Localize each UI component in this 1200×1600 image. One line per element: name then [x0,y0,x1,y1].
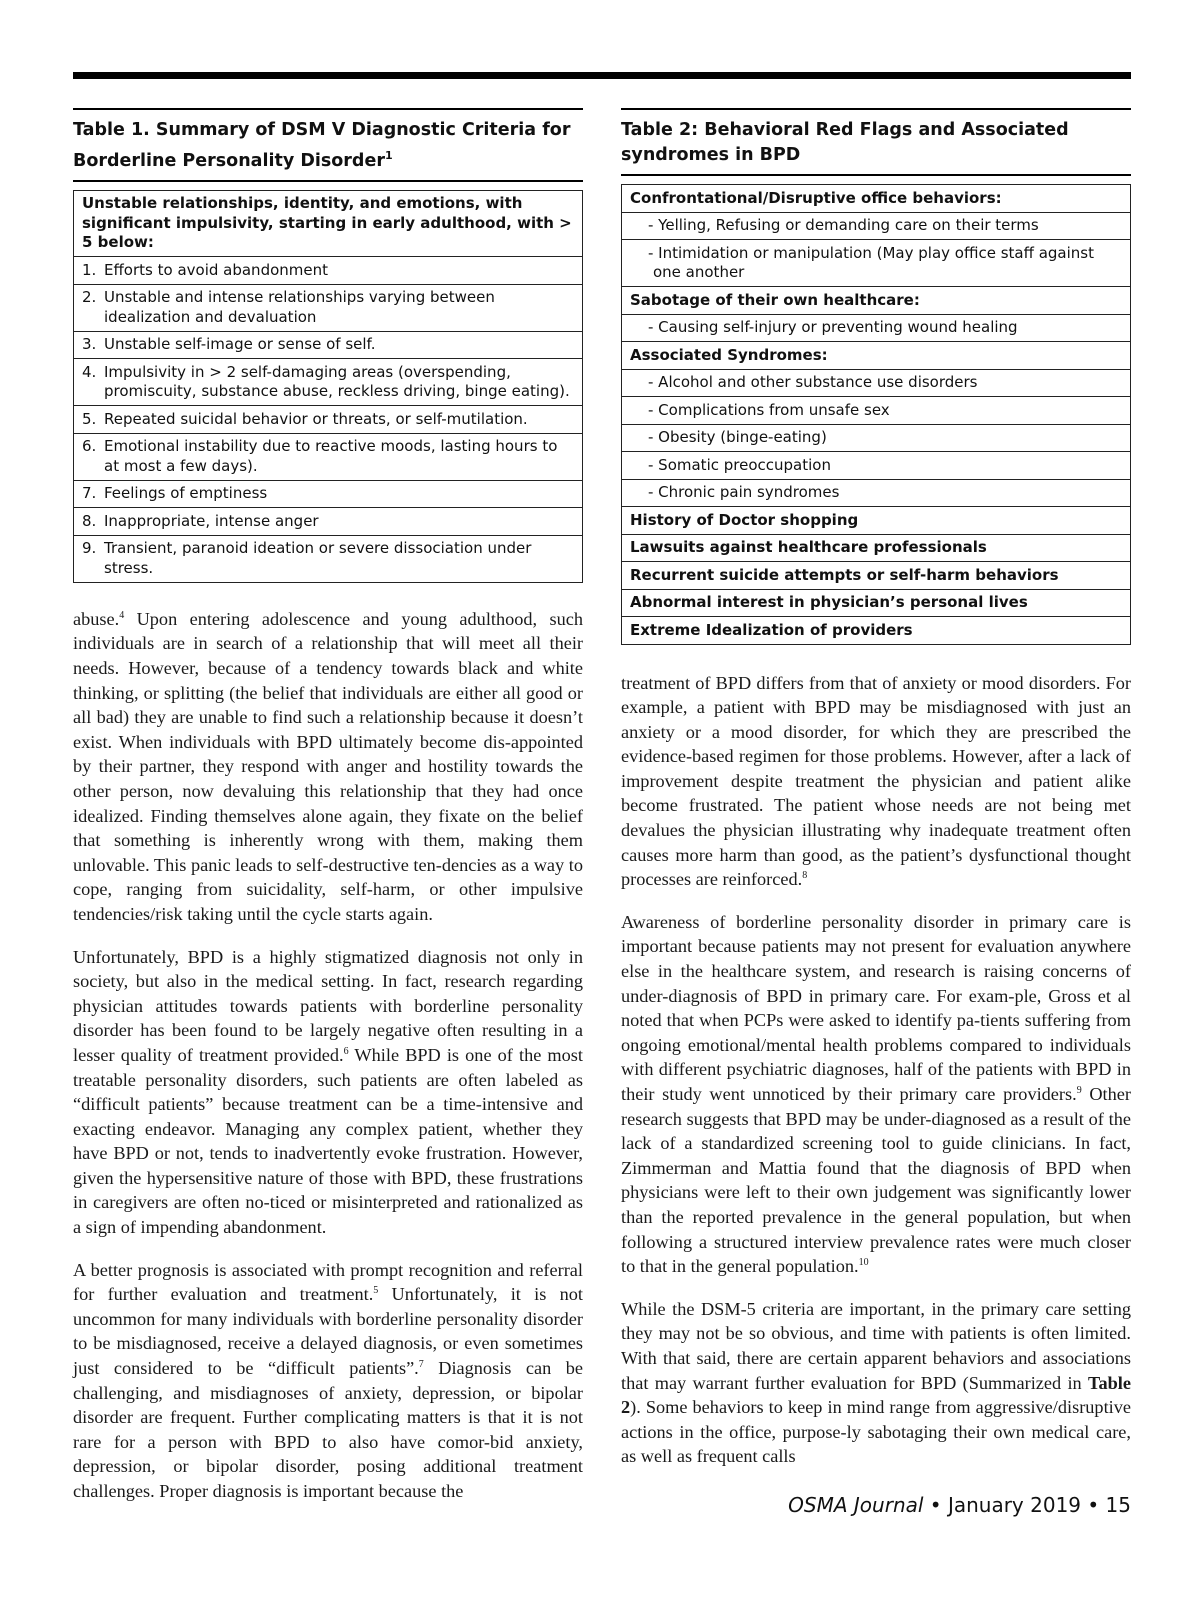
table2 [621,184,1131,645]
table2-category-row: Abnormal interest in physician’s personal lives [622,589,1130,617]
table2-category-row: Confrontational/Disruptive office behaviors: [630,188,1002,207]
table1-row-text: Efforts to avoid abandonment [104,260,328,279]
table2-category-row: Recurrent suicide attempts or self-harm behaviors [622,561,1130,589]
table2-category-row: History of Doctor shopping [622,506,1130,534]
table1-row-number: 3. [82,335,97,354]
left-paragraph-1: abuse.$^4$ Upon entering adolescence and young adulthood, such individuals are in search of a relationship that will meet all their needs. However, because of a tendency towards black and white thinking, or splitting (the belief that individuals are either all good or all bad) they are unable to find such a relationship because it doesn’t exist. When individuals with BPD ultimately become dis-appointed by their partner, they respond with anger and hostility towards the other person, now devaluing this relationship that they had once idealized. Finding themselves alone again, they fixate on the belief that something is inherently wrong with them, making them unlovable. This panic leads to self-destructive ten-dencies as a way to cope, ranging from suicidality, self-harm, or other impulsive tendencies/risk taking until the cycle starts again. [73,608,583,924]
right-paragraph-1: treatment of BPD differs from that of anxiety or mood disorders. For example, a patient with BPD may be misdiagnosed with just an anxiety or a mood disorder, for which they are prescribed the evidence-based regimen for those problems. However, after a lack of improvement despite treatment the physician and patient alike become frustrated. The patient whose needs are not being met devalues the physician illustrating why inadequate treatment often causes more harm than good, as the patient’s dysfunctional thought processes are reinforced.$^8$ [621,672,1131,890]
right-paragraph-3: While the DSM-5 criteria are important, in the primary care setting they may not be so obvious, and time with patients is often limited. With that said, there are certain apparent behaviors and associations that may warrant further evaluation for BPD (Summarized in Table 2). Some behaviors to keep in mind range from aggressive/disruptive actions in the office, purpose-ly sabotaging their own medical care, as well as frequent calls [621,1298,1131,1467]
table2-item-row: - Obesity (binge-eating) [622,424,1130,452]
right-column [621,108,1131,1469]
table2-item-row: - Yelling, Refusing or demanding care on their terms [622,212,1130,240]
table1-row-text: Repeated suicidal behavior or threats, or self-mutilation. [104,409,528,428]
table1-row-text: Unstable self-image or sense of self. [104,335,376,354]
table1-row-text: Feelings of emptiness [104,484,268,503]
table1-row [74,405,582,433]
table1-row [74,535,582,582]
table1-header: Unstable relationships, identity, and emotions, with significant impulsivity, starting in early adulthood, with > 5 below: [82,194,572,252]
table1-row-text: Emotional instability due to reactive moods, lasting hours to at most a few days). [104,437,558,475]
table2-item-row: - Alcohol and other substance use disorders [622,369,1130,397]
table2-category-row: Extreme Idealization of providers [622,616,1130,644]
table1-row-number: 9. [82,539,97,558]
table1-row [74,256,582,284]
table2-item-row: - Intimidation or manipulation (May play office staff against one another [622,239,1130,286]
table2-item-row: - Chronic pain syndromes [622,479,1130,507]
left-paragraph-3: A better prognosis is associated with prompt recognition and referral for further evaluation and treatment.$^5$ Unfortunately, it is not uncommon for many individuals with borderline personality disorder to be misdiagnosed, receive a delayed diagnosis, or even sometimes just considered to be “difficult patients”.$^7$ Diagnosis can be challenging, and misdiagnoses of anxiety, depression, or bipolar disorder are frequent. Further complicating matters is that it is not rare for a person with BPD to also have comor-bid anxiety, depression, or bipolar disorder, posing additional treatment challenges. Proper diagnosis is important because the [73,1259,583,1502]
table2-item-row: - Somatic preoccupation [622,451,1130,479]
table2-category-row: Sabotage of their own healthcare: [622,286,1130,314]
left-column [73,108,583,1504]
table1-row-number: 6. [82,437,97,456]
table2-category-row: Associated Syndromes: [622,341,1130,369]
page-footer [788,1493,1131,1517]
table1-row-number: 4. [82,362,97,381]
table2-category-row: Lawsuits against healthcare professionals [622,534,1130,562]
table1-row [74,507,582,535]
table2-title: Table 2: Behavioral Red Flags and Associated syndromes in BPD [621,108,1131,176]
right-paragraph-2: Awareness of borderline personality disorder in primary care is important because patients may not present for evaluation anywhere else in the healthcare system, and research is raising concerns of under-diagnosis of BPD in primary care. For exam-ple, Gross et al noted that when PCPs were asked to identify pa-tients suffering from ongoing emotional/mental health problems compared to individuals with different psychiatric diagnoses, half of the patients with BPD in their study went unnoticed by their primary care providers.$^9$ Other research suggests that BPD may be under-diagnosed as a result of the lack of a standardized screening tool to guide clinicians. In fact, Zimmerman and Mattia found that the diagnosis of BPD when physicians were left to their own judgement was significantly lower than the reported prevalence in the general population, but when following a structured interview prevalence rates were much closer to that in the general population.$^{10}$ [621,911,1131,1277]
table1-row-number: 2. [82,288,97,307]
table1-row [74,284,582,331]
table1-row-text: Impulsivity in > 2 self-damaging areas (overspending, promiscuity, substance abuse, reckless driving, binge eating). [104,362,570,401]
table1-row [74,433,582,480]
top-rule [73,72,1131,79]
table2-item-row: - Causing self-injury or preventing wound healing [622,314,1130,342]
issue-page: • January 2019 • 15 [923,1493,1131,1517]
journal-name: OSMA Journal [788,1493,924,1517]
left-paragraph-2: Unfortunately, BPD is a highly stigmatized diagnosis not only in society, but also in the medical setting. In fact, research regarding physician attitudes towards patients with borderline personality disorder has been found to be largely negative often resulting in a lesser quality of treatment provided.$^6$ While BPD is one of the most treatable personality disorders, such patients are often labeled as “difficult patients” because treatment can be a time-intensive and exacting endeavor. Managing any complex patient, whether they have BPD or not, tends to inadvertently evoke frustration. However, given the hypersensitive nature of those with BPD, these frustrations in caregivers are often no-ticed or misinterpreted and rationalized as a sign of impending abandonment. [73,946,583,1238]
table1 [73,190,583,583]
table1-row [74,331,582,359]
table1-row-number: 5. [82,409,97,428]
table1-row-text: Unstable and intense relationships varying between idealization and devaluation [104,288,495,326]
table1-row-number: 1. [82,260,97,279]
table1-row [74,480,582,508]
table1-row-number: 8. [82,511,97,530]
table1-row-text: Inappropriate, intense anger [104,511,319,530]
table1-row-text: Transient, paranoid ideation or severe dissociation under stress. [104,539,532,577]
table1-row-number: 7. [82,484,97,503]
table1-title: Table 1. Summary of DSM V Diagnostic Criteria for Borderline Personality Disorder$^1$ [73,108,583,182]
table2-item-row: - Complications from unsafe sex [622,396,1130,424]
table1-row [74,358,582,405]
